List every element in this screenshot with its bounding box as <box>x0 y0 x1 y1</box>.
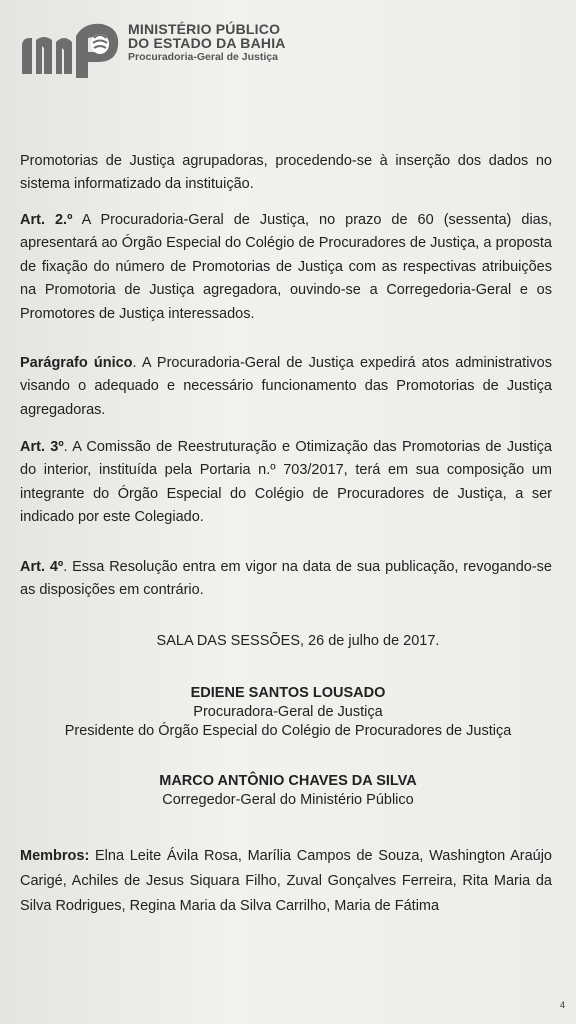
members-paragraph <box>20 844 552 919</box>
mp-logo-icon <box>18 16 128 82</box>
article-2-label: Art. 2.º <box>20 212 73 228</box>
paragrafo-unico <box>20 352 552 422</box>
institution-line-2: DO ESTADO DA BAHIA <box>128 35 286 51</box>
article-4-label: Art. 4º <box>20 559 64 575</box>
signatory-2-name: MARCO ANTÔNIO CHAVES DA SILVA <box>159 773 417 789</box>
paragrafo-unico-text: . A Procuradoria-Geral de Justiça expedirá atos administrativos visando o adequado e necessário funcionamento das Promotorias de Justiça agregadoras. <box>20 355 552 418</box>
paragrafo-unico-label: Parágrafo único <box>20 355 133 371</box>
article-3-label: Art. 3º <box>20 439 64 455</box>
article-2-text: A Procuradoria-Geral de Justiça, no prazo de 60 (sessenta) dias, apresentará ao Órgão Especial do Colégio de Procuradores de Justiça, a proposta de fixação do número de Promotorias de Justiça com as respectivas atribuições na Promotoria de Justiça agregadora, ouvindo-se a Corregedoria-Geral e os Promotores de Justiça interessados. <box>20 212 553 322</box>
letterhead <box>18 16 338 82</box>
signatory-1-name: EDIENE SANTOS LOUSADO <box>190 685 386 701</box>
institution-line-3: Procuradoria-Geral de Justiça <box>128 51 278 63</box>
members-label: Membros: <box>20 848 90 864</box>
signatory-1-role-1: Procuradora-Geral de Justiça <box>193 704 383 720</box>
signatory-2-role-1: Corregedor-Geral do Ministério Público <box>162 792 414 808</box>
session-date: SALA DAS SESSÕES, 26 de julho de 2017. <box>156 633 440 649</box>
page-number: 4 <box>560 1000 566 1010</box>
article-4 <box>20 556 552 603</box>
article-3-text: . A Comissão de Reestruturação e Otimização das Promotorias de Justiça do interior, instituída pela Portaria n.º 703/2017, terá em sua composição um integrante do Órgão Especial do Colégio de Procuradores de Justiça, a ser indicado por este Colegiado. <box>20 439 552 526</box>
article-2 <box>20 209 552 326</box>
article-4-text: . Essa Resolução entra em vigor na data de sua publicação, revogando-se as disposições em contrário. <box>20 559 552 599</box>
members-text: Elna Leite Ávila Rosa, Marília Campos de Souza, Washington Araújo Carigé, Achiles de Jesus Siquara Filho, Zuval Gonçalves Ferreira, Rita Maria da Silva Rodrigues, Regina Maria da Silva Carrilho, Maria de Fátima <box>20 848 552 914</box>
institution-name <box>128 22 286 64</box>
article-3 <box>20 436 552 530</box>
institution-line-1: MINISTÉRIO PÚBLICO <box>128 21 281 37</box>
intro-paragraph: Promotorias de Justiça agrupadoras, procedendo-se à inserção dos dados no sistema informatizado da instituição. <box>20 153 552 193</box>
signatory-1-role-2: Presidente do Órgão Especial do Colégio de Procuradores de Justiça <box>64 723 512 739</box>
